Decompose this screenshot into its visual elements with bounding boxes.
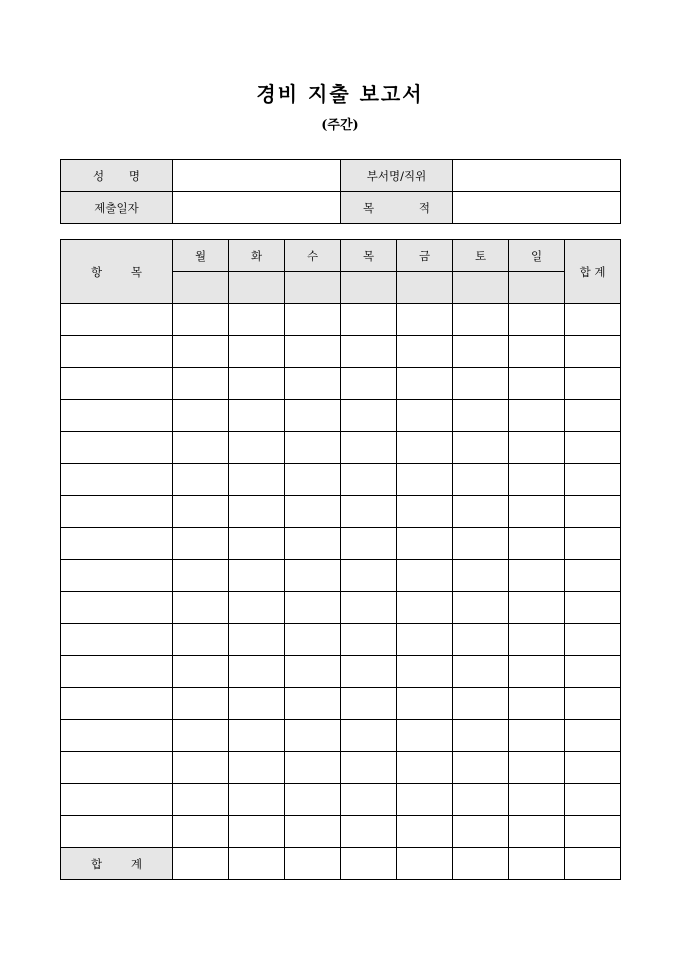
amount-cell[interactable] [229, 816, 285, 848]
amount-cell[interactable] [341, 688, 397, 720]
item-cell[interactable] [61, 528, 173, 560]
table-row [61, 400, 621, 432]
item-cell[interactable] [61, 336, 173, 368]
table-row [61, 496, 621, 528]
amount-cell[interactable] [173, 496, 229, 528]
amount-cell[interactable] [173, 656, 229, 688]
amount-cell[interactable] [453, 784, 509, 816]
amount-cell[interactable] [341, 368, 397, 400]
amount-cell[interactable] [397, 336, 453, 368]
item-cell[interactable] [61, 592, 173, 624]
day-header-thu: 목 [341, 240, 397, 272]
table-row [61, 656, 621, 688]
amount-cell[interactable] [173, 304, 229, 336]
amount-cell[interactable] [397, 720, 453, 752]
day-total-cell[interactable] [173, 848, 229, 880]
amount-cell[interactable] [173, 752, 229, 784]
day-total-cell[interactable] [397, 848, 453, 880]
amount-cell[interactable] [509, 432, 565, 464]
amount-cell[interactable] [453, 496, 509, 528]
amount-cell[interactable] [285, 432, 341, 464]
amount-cell[interactable] [341, 656, 397, 688]
amount-cell[interactable] [397, 592, 453, 624]
date-field[interactable] [173, 192, 341, 224]
amount-cell[interactable] [397, 304, 453, 336]
dept-label: 부서명/직위 [341, 160, 453, 192]
amount-cell[interactable] [509, 592, 565, 624]
amount-cell[interactable] [509, 336, 565, 368]
amount-cell[interactable] [397, 656, 453, 688]
table-row [61, 592, 621, 624]
amount-cell[interactable] [229, 624, 285, 656]
row-total-cell[interactable] [565, 592, 621, 624]
amount-cell[interactable] [509, 560, 565, 592]
name-label-part: 명 [128, 168, 140, 183]
row-total-cell[interactable] [565, 432, 621, 464]
row-total-cell[interactable] [565, 688, 621, 720]
amount-cell[interactable] [453, 368, 509, 400]
amount-cell[interactable] [397, 688, 453, 720]
day-total-cell[interactable] [229, 848, 285, 880]
amount-cell[interactable] [453, 464, 509, 496]
row-total-cell[interactable] [565, 720, 621, 752]
day-header-tue: 화 [229, 240, 285, 272]
amount-cell[interactable] [453, 592, 509, 624]
amount-cell[interactable] [509, 400, 565, 432]
purpose-label-part: 적 [418, 200, 430, 215]
amount-cell[interactable] [173, 400, 229, 432]
amount-cell[interactable] [397, 400, 453, 432]
amount-cell[interactable] [285, 752, 341, 784]
header-row [61, 240, 621, 272]
table-row [61, 816, 621, 848]
info-row [61, 192, 621, 224]
amount-cell[interactable] [509, 720, 565, 752]
amount-cell[interactable] [285, 720, 341, 752]
amount-cell[interactable] [229, 304, 285, 336]
amount-cell[interactable] [285, 368, 341, 400]
amount-cell[interactable] [229, 720, 285, 752]
amount-cell[interactable] [285, 400, 341, 432]
total-row [61, 848, 621, 880]
item-cell[interactable] [61, 656, 173, 688]
total-header: 합 계 [565, 240, 621, 304]
amount-cell[interactable] [229, 784, 285, 816]
amount-cell[interactable] [509, 304, 565, 336]
amount-cell[interactable] [453, 304, 509, 336]
day-total-cell[interactable] [453, 848, 509, 880]
table-row [61, 464, 621, 496]
table-row [61, 560, 621, 592]
expense-body [61, 304, 621, 880]
info-row [61, 160, 621, 192]
amount-cell[interactable] [341, 784, 397, 816]
name-label-part: 성 [93, 168, 105, 183]
table-row [61, 336, 621, 368]
amount-cell[interactable] [173, 688, 229, 720]
amount-cell[interactable] [285, 304, 341, 336]
amount-cell[interactable] [453, 336, 509, 368]
amount-cell[interactable] [173, 560, 229, 592]
amount-cell[interactable] [397, 752, 453, 784]
date-cell-tue[interactable] [229, 272, 285, 304]
amount-cell[interactable] [397, 784, 453, 816]
amount-cell[interactable] [285, 816, 341, 848]
purpose-label-part: 목 [363, 200, 375, 215]
amount-cell[interactable] [453, 656, 509, 688]
amount-cell[interactable] [285, 464, 341, 496]
amount-cell[interactable] [229, 400, 285, 432]
page-subtitle: (주간) [321, 118, 359, 133]
amount-cell[interactable] [397, 464, 453, 496]
amount-cell[interactable] [453, 720, 509, 752]
item-cell[interactable] [61, 400, 173, 432]
day-total-cell[interactable] [341, 848, 397, 880]
table-row [61, 528, 621, 560]
table-row [61, 688, 621, 720]
amount-cell[interactable] [509, 368, 565, 400]
amount-cell[interactable] [173, 528, 229, 560]
amount-cell[interactable] [173, 336, 229, 368]
table-row [61, 720, 621, 752]
amount-cell[interactable] [285, 528, 341, 560]
table-row [61, 432, 621, 464]
table-row [61, 368, 621, 400]
amount-cell[interactable] [341, 816, 397, 848]
amount-cell[interactable] [229, 560, 285, 592]
amount-cell[interactable] [509, 496, 565, 528]
item-header-part: 목 [130, 264, 142, 279]
grand-total-cell[interactable] [565, 848, 621, 880]
date-cell-mon[interactable] [173, 272, 229, 304]
day-header-sat: 토 [453, 240, 509, 272]
amount-cell[interactable] [397, 816, 453, 848]
total-row-label [61, 848, 173, 880]
amount-cell[interactable] [397, 496, 453, 528]
amount-cell[interactable] [509, 656, 565, 688]
item-cell[interactable] [61, 560, 173, 592]
amount-cell[interactable] [173, 464, 229, 496]
amount-cell[interactable] [453, 624, 509, 656]
amount-cell[interactable] [397, 560, 453, 592]
row-total-cell[interactable] [565, 752, 621, 784]
amount-cell[interactable] [453, 400, 509, 432]
amount-cell[interactable] [173, 784, 229, 816]
item-cell[interactable] [61, 784, 173, 816]
amount-cell[interactable] [453, 688, 509, 720]
item-cell[interactable] [61, 688, 173, 720]
amount-cell[interactable] [453, 560, 509, 592]
table-row [61, 304, 621, 336]
row-total-cell[interactable] [565, 528, 621, 560]
amount-cell[interactable] [453, 528, 509, 560]
amount-cell[interactable] [397, 624, 453, 656]
amount-cell[interactable] [341, 400, 397, 432]
row-total-cell[interactable] [565, 784, 621, 816]
date-cell-wed[interactable] [285, 272, 341, 304]
item-header-part: 항 [91, 264, 103, 279]
amount-cell[interactable] [341, 528, 397, 560]
amount-cell[interactable] [285, 336, 341, 368]
amount-cell[interactable] [453, 816, 509, 848]
amount-cell[interactable] [285, 624, 341, 656]
amount-cell[interactable] [397, 528, 453, 560]
day-header-wed: 수 [285, 240, 341, 272]
amount-cell[interactable] [453, 752, 509, 784]
amount-cell[interactable] [173, 816, 229, 848]
date-cell-thu[interactable] [341, 272, 397, 304]
item-cell[interactable] [61, 720, 173, 752]
amount-cell[interactable] [397, 432, 453, 464]
amount-cell[interactable] [229, 592, 285, 624]
date-cell-sun[interactable] [509, 272, 565, 304]
row-total-cell[interactable] [565, 368, 621, 400]
row-total-cell[interactable] [565, 304, 621, 336]
day-header-fri: 금 [397, 240, 453, 272]
amount-cell[interactable] [397, 368, 453, 400]
amount-cell[interactable] [509, 464, 565, 496]
row-total-cell[interactable] [565, 400, 621, 432]
dept-field[interactable] [453, 160, 621, 192]
amount-cell[interactable] [509, 688, 565, 720]
amount-cell[interactable] [341, 752, 397, 784]
page-title: 경비 지출 보고서 [256, 82, 424, 106]
date-label: 제출일자 [61, 192, 173, 224]
amount-cell[interactable] [285, 560, 341, 592]
item-cell[interactable] [61, 752, 173, 784]
amount-cell[interactable] [229, 528, 285, 560]
amount-cell[interactable] [341, 592, 397, 624]
day-total-cell[interactable] [285, 848, 341, 880]
amount-cell[interactable] [509, 528, 565, 560]
item-cell[interactable] [61, 304, 173, 336]
info-table [60, 159, 621, 224]
table-row [61, 624, 621, 656]
row-total-cell[interactable] [565, 816, 621, 848]
item-cell[interactable] [61, 624, 173, 656]
table-row [61, 784, 621, 816]
amount-cell[interactable] [173, 720, 229, 752]
item-cell[interactable] [61, 432, 173, 464]
amount-cell[interactable] [229, 368, 285, 400]
amount-cell[interactable] [173, 432, 229, 464]
row-total-cell[interactable] [565, 464, 621, 496]
date-cell-sat[interactable] [453, 272, 509, 304]
amount-cell[interactable] [229, 464, 285, 496]
row-total-cell[interactable] [565, 624, 621, 656]
item-header [61, 240, 173, 304]
table-row [61, 752, 621, 784]
amount-cell[interactable] [341, 720, 397, 752]
amount-cell[interactable] [341, 336, 397, 368]
amount-cell[interactable] [173, 368, 229, 400]
amount-cell[interactable] [285, 784, 341, 816]
amount-cell[interactable] [341, 560, 397, 592]
item-cell[interactable] [61, 496, 173, 528]
amount-cell[interactable] [229, 688, 285, 720]
item-cell[interactable] [61, 816, 173, 848]
amount-cell[interactable] [341, 464, 397, 496]
amount-cell[interactable] [173, 624, 229, 656]
item-cell[interactable] [61, 368, 173, 400]
total-row-label-part: 합 [91, 856, 103, 871]
day-header-sun: 일 [509, 240, 565, 272]
item-cell[interactable] [61, 464, 173, 496]
amount-cell[interactable] [453, 432, 509, 464]
amount-cell[interactable] [341, 496, 397, 528]
amount-cell[interactable] [341, 432, 397, 464]
amount-cell[interactable] [509, 784, 565, 816]
amount-cell[interactable] [229, 432, 285, 464]
amount-cell[interactable] [341, 304, 397, 336]
day-header-mon: 월 [173, 240, 229, 272]
purpose-label-cell [341, 192, 453, 224]
row-total-cell[interactable] [565, 560, 621, 592]
amount-cell[interactable] [229, 752, 285, 784]
amount-cell[interactable] [285, 496, 341, 528]
row-total-cell[interactable] [565, 656, 621, 688]
amount-cell[interactable] [285, 656, 341, 688]
amount-cell[interactable] [285, 592, 341, 624]
row-total-cell[interactable] [565, 496, 621, 528]
total-row-label-part: 계 [130, 856, 142, 871]
row-total-cell[interactable] [565, 336, 621, 368]
amount-cell[interactable] [509, 816, 565, 848]
date-cell-fri[interactable] [397, 272, 453, 304]
name-field[interactable] [173, 160, 341, 192]
expense-table [60, 239, 621, 880]
amount-cell[interactable] [229, 496, 285, 528]
amount-cell[interactable] [229, 656, 285, 688]
amount-cell[interactable] [285, 688, 341, 720]
name-label-cell [61, 160, 173, 192]
day-total-cell[interactable] [509, 848, 565, 880]
amount-cell[interactable] [509, 752, 565, 784]
purpose-field[interactable] [453, 192, 621, 224]
amount-cell[interactable] [173, 592, 229, 624]
amount-cell[interactable] [509, 624, 565, 656]
amount-cell[interactable] [229, 336, 285, 368]
amount-cell[interactable] [341, 624, 397, 656]
